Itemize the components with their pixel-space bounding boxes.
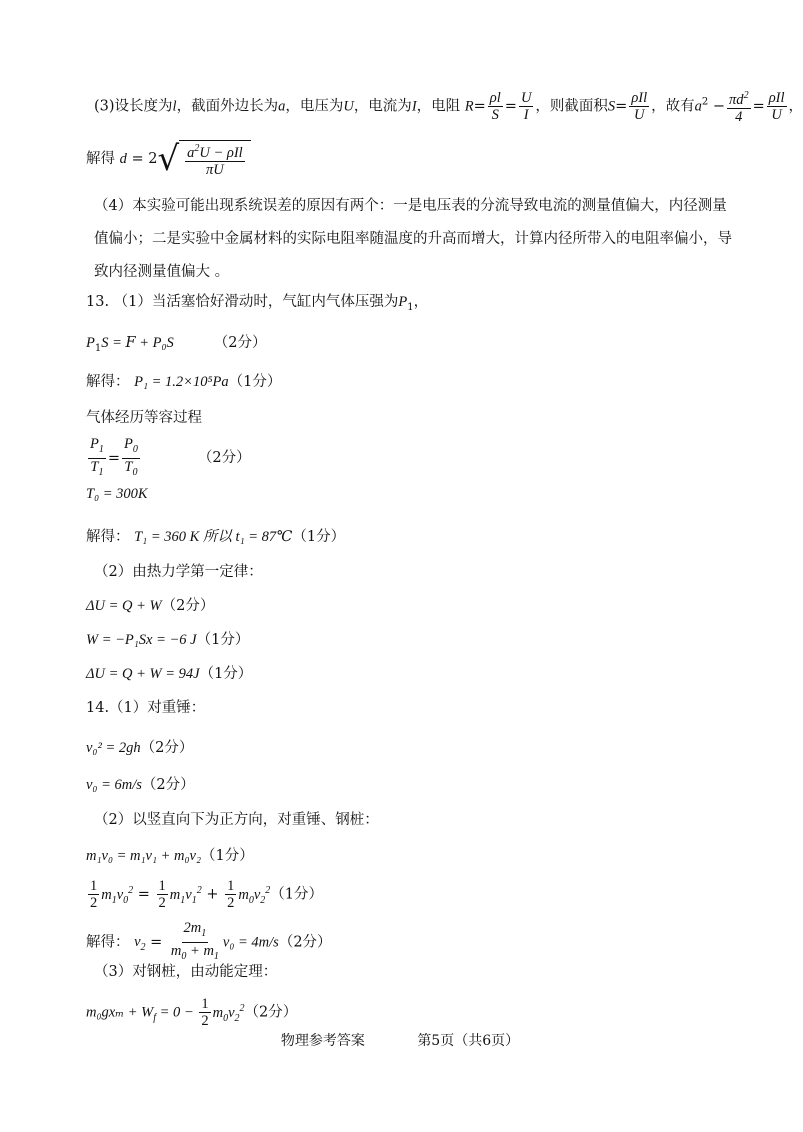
q14-intro: 14.（1）对重锤： — [86, 700, 206, 716]
q14-momentum: m₁v₀ = m₁v₁ + m₀v₂（1分） — [86, 848, 254, 864]
q13-solve-t1: 解得： T₁ = 360 K 所以 t₁ = 87℃（1分） — [86, 529, 346, 545]
q13-force-balance: $P_1S$ = 𝐹 + P₀S （2分） — [86, 335, 267, 354]
part3-resistance-line: (3)设长度为l，截面外边长为a，电压为U，电流为I，电阻 R= $\frac{\rho l}{S}$ = $\frac{U}{I}$ ，则截面积S= $\frac{\text{ρIl}}{U}$ ，故有$a^2$ − $\frac{\pi d^2}{4}$ = $\frac{\text{ρIl}}{U}$ ， — [94, 89, 803, 125]
footer-subject: 物理参考答案 — [280, 1033, 365, 1049]
q13-solve-p1: 解得： P₁ = 1.2×10⁵Pa（1分） — [86, 374, 282, 390]
q14-part3-intro: （3）对钢桩，由动能定理： — [94, 964, 278, 980]
q13-part2-intro: （2）由热力学第一定律： — [94, 564, 263, 580]
part4-error-analysis: （4）本实验可能出现系统误差的原因有两个：一是电压表的分流导致电流的测量值偏大，内径测量值偏小；二是实验中金属材料的实际电阻率随温度的升高而增大，计算内径所带入的电阻率偏小，导致内径测量值偏大 。 — [94, 198, 732, 280]
q13-isochoric-text: 气体经历等容过程 — [86, 410, 202, 426]
q13-internal-energy: ΔU = Q + W = 94J（1分） — [86, 666, 253, 682]
q13-isochoric-equation: $\frac{P_1}{T_1}$ = $\frac{P_0}{T_0}$ （2分） — [90, 436, 251, 478]
q14-work-energy: $m_0gx_m + W_f = 0$ − $\frac{1}{2}$ $m_0v_2^2(2$分） — [86, 996, 298, 1029]
q13-intro: 13. （1）当活塞恰好滑动时，气缸内气体压强为$P_1$， — [86, 294, 429, 313]
q13-work: W = −P₁Sx = −6 J（1分） — [86, 632, 250, 648]
q14-v0-squared: v₀² = 2gh（2分） — [86, 740, 194, 756]
q14-part2-intro: （2）以竖直向下为正方向，对重锤、钢桩： — [94, 812, 379, 828]
q14-v0: v₀ = 6m/s（2分） — [86, 777, 195, 793]
page-footer — [0, 1030, 800, 1050]
q14-energy-conservation: $\frac{1}{2}$ $m_1v_0^2$ = $\frac{1}{2}$ $m_1v_1^2$ + $\frac{1}{2}$ $m_0v_2^2(1$分） — [90, 878, 323, 911]
q14-solve-v2: 解得： $v_2$ = $\frac{2m_1}{m_0 + m_1}$ v₀ = 4m/s（2分） — [86, 920, 332, 962]
part3-solution-line: 解得 d = 2 √ $\frac{a^2U - \rho Il}{\pi U}$ — [86, 140, 251, 178]
q13-first-law: ΔU = Q + W（2分） — [86, 598, 215, 614]
footer-page-number: 第5页（共6页） — [417, 1033, 520, 1049]
q13-t0: T₀ = 300K — [86, 486, 148, 502]
